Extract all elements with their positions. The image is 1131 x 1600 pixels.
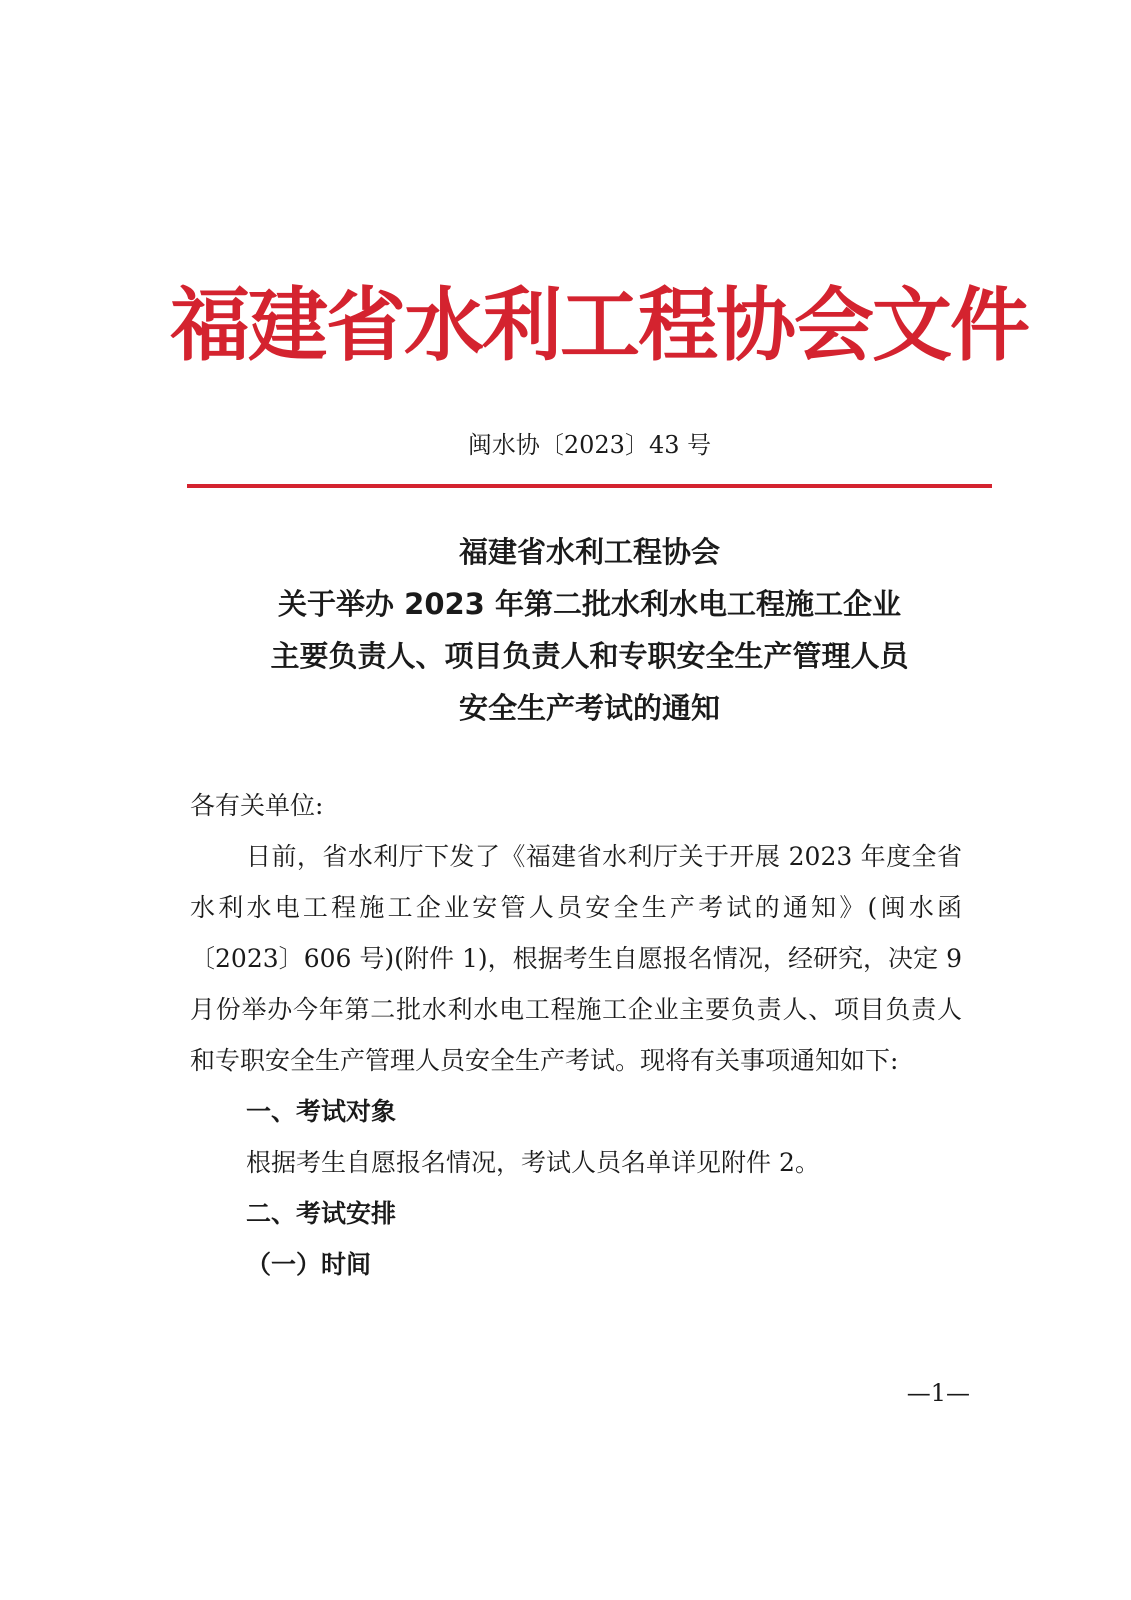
red-divider xyxy=(187,484,992,488)
notice-title xyxy=(187,526,992,734)
salutation: 各有关单位: xyxy=(190,791,324,820)
subsection-heading-time: （一）时间 xyxy=(246,1250,372,1279)
document-number: 闽水协〔2023〕43 号 xyxy=(467,431,712,459)
title-line-2: 关于举办 2023 年第二批水利水电工程施工企业 xyxy=(278,587,901,621)
masthead-title: 福建省水利工程协会文件 xyxy=(170,279,1028,372)
section-text-exam-targets: 根据考生自愿报名情况，考试人员名单详见附件 2。 xyxy=(246,1148,820,1177)
section-heading-exam-targets: 一、考试对象 xyxy=(246,1097,397,1126)
intro-paragraph: 日前，省水利厅下发了《福建省水利厅关于开展 2023 年度全省水利水电工程施工企业安管人员安全生产考试的通知》(闽水函〔2023〕606 号)(附件 1)，根据考生自愿报名情况，经研究，决定 9 月份举办今年第二批水利水电工程施工企业主要负责人、项目负责人和专职安全生产管理人员安全生产考试。现将有关事项通知如下: xyxy=(190,842,962,1075)
section-heading-exam-arrangement: 二、考试安排 xyxy=(246,1199,397,1228)
page-number: —1— xyxy=(906,1379,970,1407)
notice-body xyxy=(190,780,962,1290)
title-line-4: 安全生产考试的通知 xyxy=(458,691,720,725)
title-line-1: 福建省水利工程协会 xyxy=(458,535,720,569)
title-line-3: 主要负责人、项目负责人和专职安全生产管理人员 xyxy=(270,639,909,673)
